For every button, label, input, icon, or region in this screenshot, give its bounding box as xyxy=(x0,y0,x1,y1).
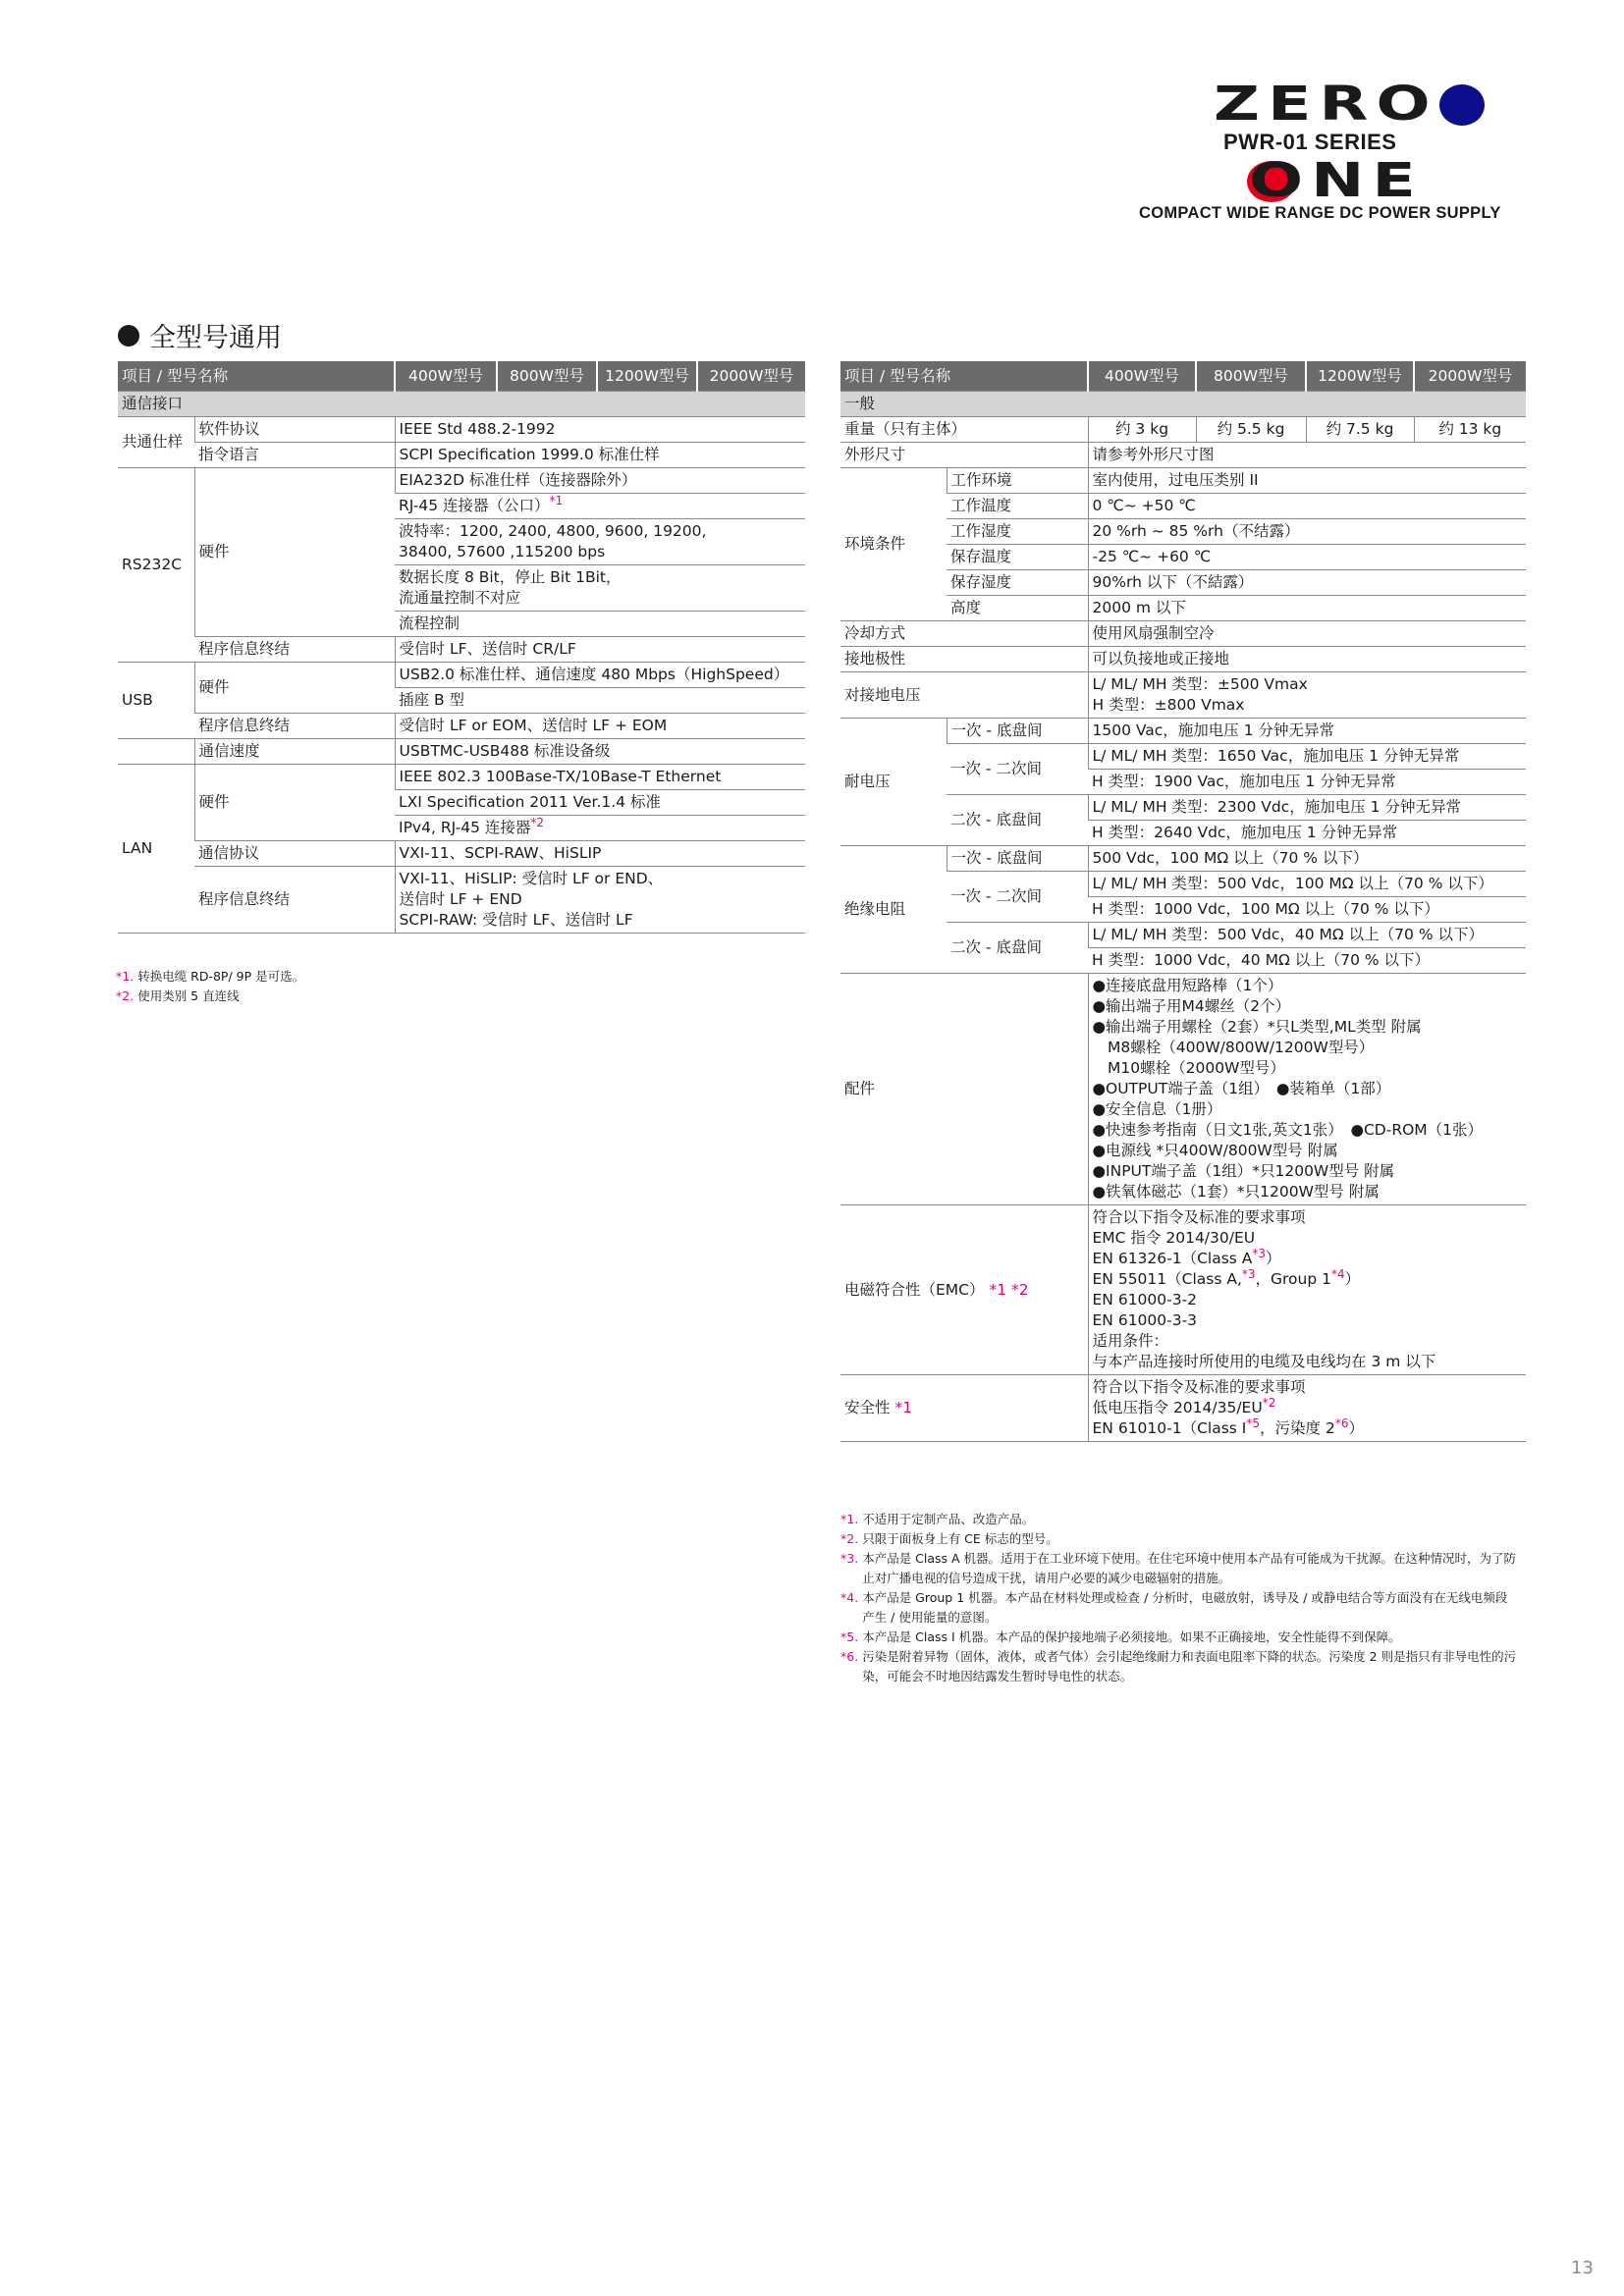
accessories-list xyxy=(1088,974,1526,1205)
cell-value: 20 %rh ~ 85 %rh（不结露） xyxy=(1088,519,1526,545)
sub-label: 工作湿度 xyxy=(947,519,1088,545)
communication-spec-table xyxy=(118,361,805,934)
cell-value: USB2.0 标准仕样、通信速度 480 Mbps（HighSpeed） xyxy=(395,663,805,688)
section-title xyxy=(118,316,282,354)
row-label-environment: 环境条件 xyxy=(840,468,947,621)
logo-series: PWR-01 SERIES xyxy=(1223,130,1397,154)
cell-line: EMC 指令 2014/30/EU xyxy=(1092,1229,1256,1247)
sub-label: 一次 - 二次间 xyxy=(947,872,1088,923)
cell-value: L/ ML/ MH 类型：2300 Vdc，施加电压 1 分钟无异常 xyxy=(1088,795,1526,821)
footnote-mark: *1 *2 xyxy=(989,1280,1029,1299)
table-row xyxy=(840,468,1526,494)
cell-value xyxy=(395,816,805,841)
footnote-mark: *6. xyxy=(840,1649,859,1664)
cell-line: L/ ML/ MH 类型：±500 Vmax xyxy=(1092,675,1308,693)
cell-value: H 类型：2640 Vdc，施加电压 1 分钟无异常 xyxy=(1088,821,1526,846)
logo-zero: ZERO xyxy=(1214,77,1438,132)
cell-value: H 类型：1900 Vac，施加电压 1 分钟无异常 xyxy=(1088,770,1526,795)
header-400w: 400W型号 xyxy=(1088,361,1196,392)
header-400w: 400W型号 xyxy=(395,361,497,392)
cell-value: IEEE 802.3 100Base-TX/10Base-T Ethernet xyxy=(395,765,805,790)
cell-value: -25 ℃~ +60 ℃ xyxy=(1088,545,1526,570)
footnote-text: 本产品是 Class A 机器。适用于在工业环境下使用。在住宅环境中使用本产品有可能成为干扰源。在这种情况时，为了防止对广播电视的信号造成干扰，请用户必要的减少电磁辐射的措施。 xyxy=(862,1551,1517,1585)
list-item: ●INPUT端子盖（1组）*只1200W型号 附属 xyxy=(1092,1162,1395,1180)
left-footnotes xyxy=(116,967,705,1006)
cell-line xyxy=(1092,1246,1523,1269)
cell-value xyxy=(395,565,805,612)
sub-label: 硬件 xyxy=(194,765,395,841)
list-item: ●输出端子用螺栓（2套）*只L类型,ML类型 附属 xyxy=(1092,1018,1422,1036)
cell-line: 送信时 LF + END xyxy=(399,890,522,908)
sub-label: 通信协议 xyxy=(194,841,395,867)
cell-line: EN 61000-3-2 xyxy=(1092,1291,1198,1308)
list-item: M10螺栓（2000W型号） xyxy=(1092,1059,1285,1077)
table-row xyxy=(840,647,1526,672)
footnote-mark: *1. xyxy=(116,969,135,984)
row-label-ground-voltage: 对接地电压 xyxy=(840,672,1088,719)
sub-label: 一次 - 底盘间 xyxy=(947,719,1088,744)
footnote-mark: *1 xyxy=(549,493,564,507)
cell-value: 流程控制 xyxy=(395,612,805,637)
table-row xyxy=(840,719,1526,744)
header-800w: 800W型号 xyxy=(497,361,597,392)
footnote xyxy=(840,1628,1518,1647)
page-number: 13 xyxy=(1571,2258,1594,2278)
cell-value: L/ ML/ MH 类型：500 Vdc，40 MΩ 以上（70 % 以下） xyxy=(1088,923,1526,948)
row-label-cooling: 冷却方式 xyxy=(840,621,1088,647)
table-row xyxy=(840,443,1526,468)
header-1200w: 1200W型号 xyxy=(597,361,697,392)
cell-line xyxy=(1092,1415,1523,1439)
cell-value: IEEE Std 488.2-1992 xyxy=(395,417,805,443)
cell-line: H 类型：±800 Vmax xyxy=(1092,696,1245,714)
cell-line: 符合以下指令及标准的要求事项 xyxy=(1092,1378,1306,1396)
cell-value: L/ ML/ MH 类型：500 Vdc，100 MΩ 以上（70 % 以下） xyxy=(1088,872,1526,897)
cell-line: 波特率：1200, 2400, 4800, 9600, 19200, xyxy=(399,522,707,540)
footnote-mark: *1. xyxy=(840,1512,859,1526)
header-item: 项目 / 型号名称 xyxy=(118,361,395,392)
list-item: ●铁氧体磁芯（1套）*只1200W型号 附属 xyxy=(1092,1183,1380,1201)
table-row xyxy=(118,663,805,688)
cell-text: ） xyxy=(1266,1250,1281,1267)
list-item: ●安全信息（1册） xyxy=(1092,1100,1222,1118)
list-item: ●快速参考指南（日文1张,英文1张） ●CD-ROM（1张） xyxy=(1092,1121,1484,1139)
cell-value: H 类型：1000 Vdc，100 MΩ 以上（70 % 以下） xyxy=(1088,897,1526,923)
cell-text: EN 61010-1（Class I xyxy=(1092,1419,1247,1437)
sub-label: 二次 - 底盘间 xyxy=(947,795,1088,846)
cell-value: 2000 m 以下 xyxy=(1088,596,1526,621)
weight-1200w: 约 7.5 kg xyxy=(1306,417,1414,443)
header-1200w: 1200W型号 xyxy=(1306,361,1414,392)
footnote xyxy=(840,1510,1518,1529)
header-item: 项目 / 型号名称 xyxy=(840,361,1088,392)
sub-label: 程序信息终结 xyxy=(194,714,395,739)
cell-value: 室内使用，过电压类别 II xyxy=(1088,468,1526,494)
footnote xyxy=(116,967,705,987)
cell-value: 受信时 LF、送信时 CR/LF xyxy=(395,637,805,663)
table-row xyxy=(118,637,805,663)
sub-label: 程序信息终结 xyxy=(194,867,395,934)
footnote-mark: *5 xyxy=(1246,1415,1261,1430)
sub-label: 硬件 xyxy=(194,468,395,637)
cell-value: L/ ML/ MH 类型：1650 Vac，施加电压 1 分钟无异常 xyxy=(1088,744,1526,770)
sub-label: 一次 - 底盘间 xyxy=(947,846,1088,872)
table-row xyxy=(118,765,805,790)
footnote-mark: *2 xyxy=(1262,1395,1276,1410)
table-row xyxy=(118,739,805,765)
cell-line xyxy=(1092,1266,1523,1290)
sub-label: 程序信息终结 xyxy=(194,637,395,663)
row-label-emc xyxy=(840,1205,1088,1375)
footnote-text: 转换电缆 RD-8P/ 9P 是可选。 xyxy=(137,969,305,984)
list-item: ●连接底盘用短路棒（1个） xyxy=(1092,977,1283,994)
table-row xyxy=(118,468,805,494)
row-label-weight: 重量（只有主体） xyxy=(840,417,1088,443)
cell-value: USBTMC-USB488 标准设备级 xyxy=(395,739,805,765)
footnote-text: 本产品是 Group 1 机器。本产品在材料处理或检查 / 分析时，电磁放射，诱导及 / 或静电结合等方面没有在无线电频段产生 / 使用能量的意图。 xyxy=(862,1590,1508,1625)
list-item: ●电源线 *只400W/800W型号 附属 xyxy=(1092,1142,1338,1159)
bullet-icon xyxy=(118,325,139,347)
footnote-mark: *1 xyxy=(894,1399,913,1416)
cell-value: H 类型：1000 Vdc，40 MΩ 以上（70 % 以下） xyxy=(1088,948,1526,974)
table-row xyxy=(118,867,805,934)
footnote xyxy=(116,987,705,1006)
section-title-text: 全型号通用 xyxy=(149,323,282,353)
footnote-mark: *2. xyxy=(116,988,135,1003)
cell-text: 安全性 xyxy=(844,1399,891,1416)
row-label-empty xyxy=(118,739,194,765)
weight-400w: 约 3 kg xyxy=(1088,417,1196,443)
logo-tagline: COMPACT WIDE RANGE DC POWER SUPPLY xyxy=(1139,204,1501,222)
table-row xyxy=(840,846,1526,872)
cell-line: 38400, 57600 ,115200 bps xyxy=(399,543,606,561)
group-row xyxy=(840,392,1526,417)
cell-value: VXI-11、SCPI-RAW、HiSLIP xyxy=(395,841,805,867)
row-label-withstand: 耐电压 xyxy=(840,719,947,846)
cell-value: 受信时 LF or EOM、送信时 LF + EOM xyxy=(395,714,805,739)
list-item: ●OUTPUT端子盖（1组） ●装箱单（1部） xyxy=(1092,1080,1391,1097)
footnote-mark: *2. xyxy=(840,1531,859,1546)
cell-text: ） xyxy=(1348,1419,1364,1437)
cell-value xyxy=(395,867,805,934)
cell-text: EN 61326-1（Class A xyxy=(1092,1250,1253,1267)
cell-value: 可以负接地或正接地 xyxy=(1088,647,1526,672)
cell-line: 适用条件： xyxy=(1092,1332,1169,1350)
cell-value: SCPI Specification 1999.0 标准仕样 xyxy=(395,443,805,468)
cell-text: IPv4, RJ-45 连接器 xyxy=(399,819,531,836)
row-label-common: 共通仕样 xyxy=(118,417,194,468)
sub-label: 工作温度 xyxy=(947,494,1088,519)
general-spec-table xyxy=(840,361,1526,1442)
cell-line: 与本产品连接时所使用的电缆及电线均在 3 m 以下 xyxy=(1092,1353,1436,1370)
sub-label: 高度 xyxy=(947,596,1088,621)
cell-value xyxy=(1088,672,1526,719)
cell-text: RJ-45 连接器（公口） xyxy=(399,497,550,514)
sub-label: 通信速度 xyxy=(194,739,395,765)
footnote-text: 污染是附着异物（固体，液体，或者气体）会引起绝缘耐力和表面电阻率下降的状态。污染度 2 则是指只有非导电性的污染，可能会不时地因结露发生暂时导电性的状态。 xyxy=(862,1649,1517,1683)
cell-value: 90%rh 以下（不結露） xyxy=(1088,570,1526,596)
cell-line: 符合以下指令及标准的要求事项 xyxy=(1092,1208,1306,1226)
table-row xyxy=(118,714,805,739)
sub-label: 一次 - 二次间 xyxy=(947,744,1088,795)
footnote-mark: *4. xyxy=(840,1590,859,1605)
row-label-lan: LAN xyxy=(118,765,194,934)
cell-value: 请参考外形尺寸图 xyxy=(1088,443,1526,468)
group-label: 通信接口 xyxy=(118,392,805,417)
table-row xyxy=(840,1205,1526,1375)
group-row xyxy=(118,392,805,417)
weight-2000w: 约 13 kg xyxy=(1414,417,1526,443)
cell-text: EN 55011（Class A, xyxy=(1092,1270,1242,1288)
cell-line: 数据长度 8 Bit，停止 Bit 1Bit， xyxy=(399,568,622,586)
sub-label: 保存湿度 xyxy=(947,570,1088,596)
cell-text: ，Group 1 xyxy=(1255,1270,1331,1288)
cell-value: 插座 B 型 xyxy=(395,688,805,714)
cell-text: ） xyxy=(1344,1270,1361,1288)
logo-blue-dot xyxy=(1439,84,1485,126)
row-label-insulation: 绝缘电阻 xyxy=(840,846,947,974)
footnote-mark: *3 xyxy=(1252,1246,1267,1260)
footnote-mark: *5. xyxy=(840,1629,859,1644)
row-label-rs232c: RS232C xyxy=(118,468,194,663)
cell-line: 流通量控制不对应 xyxy=(399,589,521,607)
safety-values xyxy=(1088,1375,1526,1442)
list-item: ●输出端子用M4螺丝（2个） xyxy=(1092,997,1291,1015)
cell-text: 电磁符合性（EMC） xyxy=(844,1280,985,1299)
table-row xyxy=(840,621,1526,647)
table-row xyxy=(840,417,1526,443)
footnote-text: 本产品是 Class I 机器。本产品的保护接地端子必须接地。如果不正确接地，安全性能得不到保障。 xyxy=(862,1629,1401,1644)
header-800w: 800W型号 xyxy=(1196,361,1306,392)
brand-logo xyxy=(1139,77,1571,228)
table-row xyxy=(118,841,805,867)
table-row xyxy=(840,974,1526,1205)
cell-value: 1500 Vac，施加电压 1 分钟无异常 xyxy=(1088,719,1526,744)
sub-label: 指令语言 xyxy=(194,443,395,468)
cell-text: ，污染度 2 xyxy=(1260,1419,1335,1437)
table-row xyxy=(118,443,805,468)
cell-text: 低电压指令 2014/35/EU xyxy=(1092,1399,1263,1416)
footnote-text: 使用类别 5 直连线 xyxy=(137,988,240,1003)
sub-label: 硬件 xyxy=(194,663,395,714)
row-label-polarity: 接地极性 xyxy=(840,647,1088,672)
group-label: 一般 xyxy=(840,392,1526,417)
emc-values xyxy=(1088,1205,1526,1375)
table-header-row xyxy=(118,361,805,392)
footnote-mark: *4 xyxy=(1331,1266,1345,1281)
cell-value xyxy=(395,519,805,565)
table-row xyxy=(840,1375,1526,1442)
cell-line xyxy=(1092,1395,1523,1418)
footnote-text: 不适用于定制产品、改造产品。 xyxy=(862,1512,1035,1526)
weight-800w: 约 5.5 kg xyxy=(1196,417,1306,443)
right-footnotes xyxy=(840,1510,1518,1686)
footnote-mark: *6 xyxy=(1334,1415,1349,1430)
footnote xyxy=(840,1529,1518,1549)
row-label-accessories: 配件 xyxy=(840,974,1088,1205)
header-2000w: 2000W型号 xyxy=(1414,361,1526,392)
sub-label: 二次 - 底盘间 xyxy=(947,923,1088,974)
sub-label: 软件协议 xyxy=(194,417,395,443)
row-label-usb: USB xyxy=(118,663,194,739)
cell-value: 0 ℃~ +50 ℃ xyxy=(1088,494,1526,519)
table-row xyxy=(118,417,805,443)
sub-label: 保存温度 xyxy=(947,545,1088,570)
cell-line: SCPI-RAW: 受信时 LF、送信时 LF xyxy=(399,911,633,929)
cell-line: VXI-11、HiSLIP: 受信时 LF or END、 xyxy=(399,870,664,887)
cell-line: EN 61000-3-3 xyxy=(1092,1311,1198,1329)
footnote xyxy=(840,1549,1518,1588)
row-label-safety xyxy=(840,1375,1088,1442)
cell-value: 使用风扇强制空冷 xyxy=(1088,621,1526,647)
footnote-mark: *3 xyxy=(1241,1266,1256,1281)
cell-value: 500 Vdc，100 MΩ 以上（70 % 以下） xyxy=(1088,846,1526,872)
footnote-text: 只限于面板身上有 CE 标志的型号。 xyxy=(862,1531,1058,1546)
cell-value xyxy=(395,494,805,519)
table-header-row xyxy=(840,361,1526,392)
sub-label: 工作环境 xyxy=(947,468,1088,494)
footnote-mark: *3. xyxy=(840,1551,859,1566)
cell-value: EIA232D 标准仕样（连接器除外） xyxy=(395,468,805,494)
footnote xyxy=(840,1588,1518,1628)
list-item: M8螺栓（400W/800W/1200W型号） xyxy=(1092,1039,1375,1056)
footnote-mark: *2 xyxy=(530,815,544,829)
table-row xyxy=(840,672,1526,719)
footnote xyxy=(840,1647,1518,1686)
row-label-dimensions: 外形尺寸 xyxy=(840,443,1088,468)
header-2000w: 2000W型号 xyxy=(697,361,805,392)
cell-value: LXI Specification 2011 Ver.1.4 标准 xyxy=(395,790,805,816)
logo-one: ONE xyxy=(1249,153,1424,208)
